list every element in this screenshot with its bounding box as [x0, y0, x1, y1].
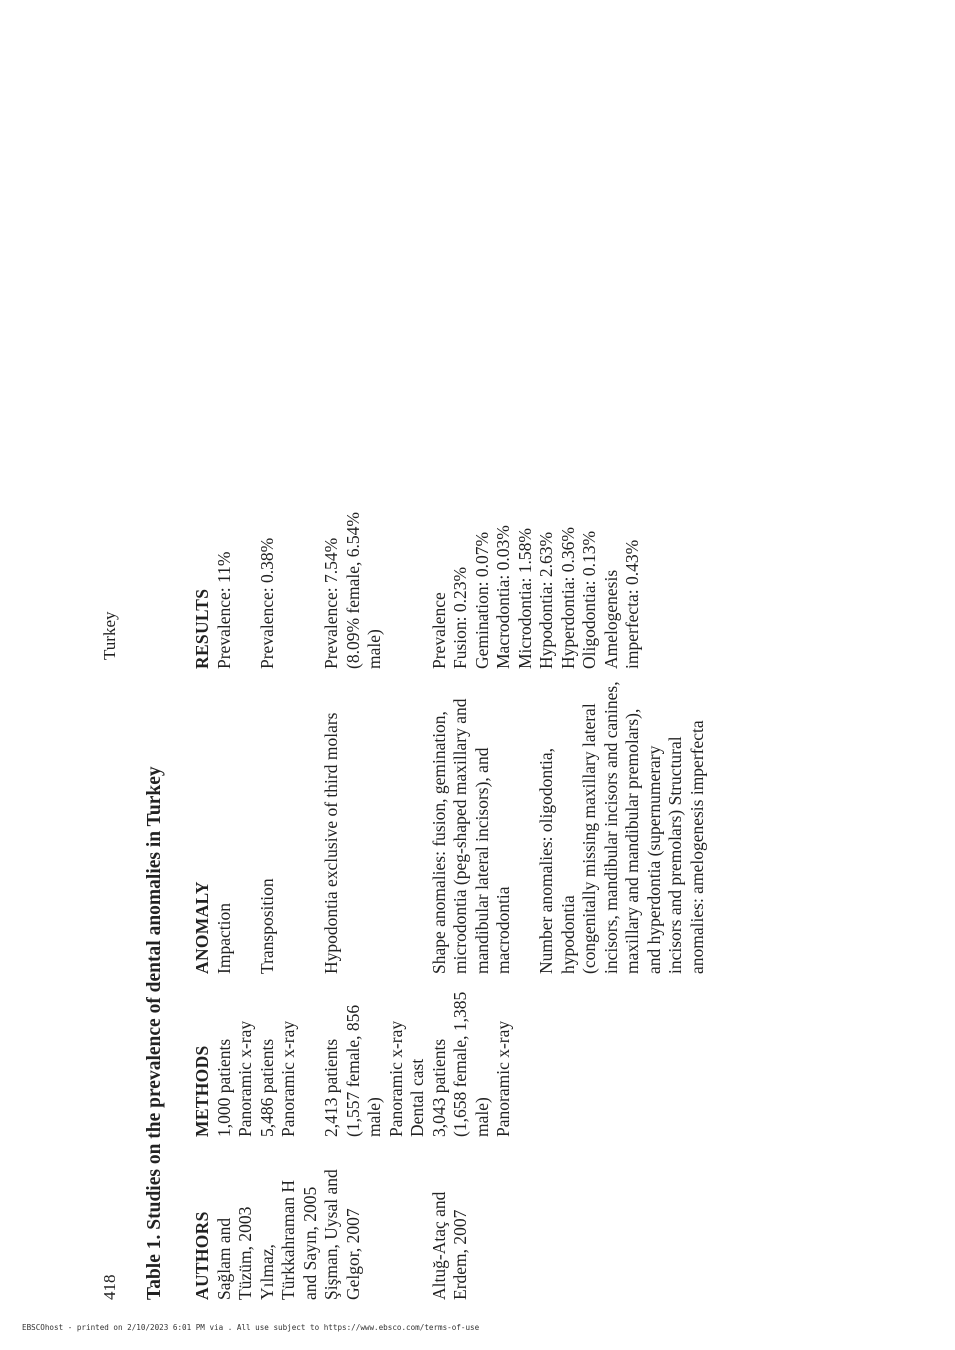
table-row — [429, 100, 709, 1300]
methods-cell: 3,043 patients (1,658 female, 1,385 male) Panoramic x-ray — [428, 991, 513, 1137]
anomaly-studies-table — [192, 100, 708, 1300]
anomaly-cell: Transposition — [256, 878, 277, 974]
anomaly-cell: Hypodontia exclusive of third molars — [321, 712, 341, 974]
page-number: 418 — [100, 1274, 119, 1300]
methods-cell: 1,000 patients Panoramic x-ray — [213, 1020, 255, 1137]
authors-cell: Altuğ-Ataç and Erdem, 2007 — [428, 1191, 470, 1300]
authors-cell: Sağlam and Tüzüm, 2003 — [213, 1206, 255, 1300]
anomaly-cell: Shape anomalies: fusion, gemination, microdontia (peg-shaped maxillary and mandibular lateral incisors), and macrodontia Number anomalies: oligodontia, hypodontia (congenitally missing maxillary lateral incisors, mandibular incisors and canines, maxillary and mandibular premolars), and hyperdontia (supernumerary incisors and premolars) Structural anomalies: amelogenesis imperfecta — [428, 681, 707, 974]
table-row — [321, 100, 429, 1300]
anomaly-cell: Impaction — [213, 903, 234, 974]
running-head: Turkey — [100, 611, 119, 660]
results-cell: Prevalence: 7.54% (8.09% female, 6.54% male) — [321, 512, 384, 669]
column-header-anomaly: ANOMALY — [192, 881, 212, 974]
column-header-results: RESULTS — [192, 588, 212, 669]
column-header-methods: METHODS — [192, 1045, 212, 1137]
methods-cell: 5,486 patients Panoramic x-ray — [256, 1020, 298, 1137]
column-header-authors: AUTHORS — [192, 1211, 212, 1300]
results-cell: Prevalence: 0.38% — [256, 537, 277, 669]
table-row — [257, 100, 322, 1300]
results-cell: Prevalence Fusion: 0.23% Gemination: 0.07% Macrodontia: 0.03% Microdontia: 1.58% Hypodontia: 2.63% Hyperdontia: 0.36% Oligodontia: 0.13% Amelogenesis imperfecta: 0.43% — [428, 525, 642, 669]
methods-cell: 2,413 patients (1,557 female, 856 male) Panoramic x-ray Dental cast — [321, 1004, 427, 1137]
table-header-row — [192, 100, 214, 1300]
rotated-page — [100, 100, 800, 1300]
table-row — [214, 100, 257, 1300]
table-caption: Table 1. Studies on the prevalence of dental anomalies in Turkey — [144, 766, 165, 1300]
authors-cell: Şişman, Uysal and Gelgor, 2007 — [321, 1169, 363, 1300]
page-header — [100, 100, 130, 1300]
authors-cell: Yılmaz, Türkkahraman H and Sayın, 2005 — [256, 1179, 320, 1300]
results-cell: Prevalence: 11% — [213, 551, 234, 669]
print-footer-note: EBSCOhost - printed on 2/10/2023 6:01 PM via . All use subject to https://www.ebsco.com/terms-of-use — [22, 1323, 480, 1332]
